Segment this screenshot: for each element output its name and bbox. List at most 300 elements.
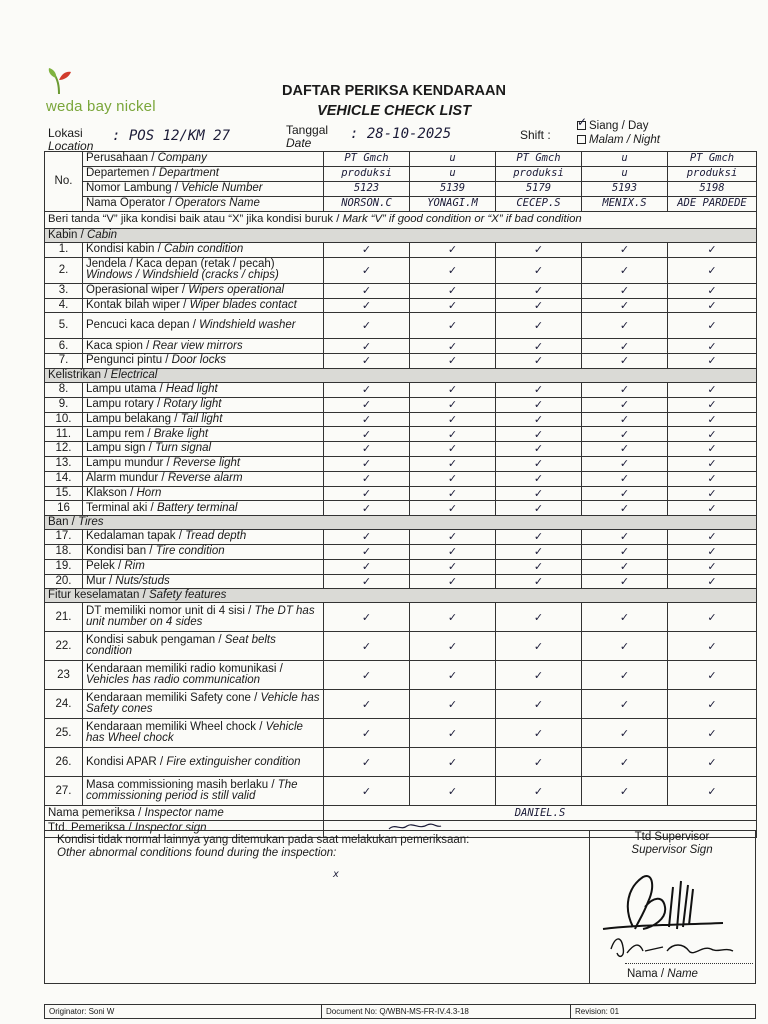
check-mark: ✓ — [410, 298, 496, 313]
check-mark: ✓ — [324, 442, 410, 457]
item-label-en: Nuts/studs — [115, 574, 170, 587]
section-name-en: Cabin — [87, 228, 118, 241]
check-mark: ✓ — [324, 632, 410, 661]
info-label-en: Operators Name — [174, 197, 260, 210]
section-header — [45, 229, 757, 243]
info-label-en: Department — [158, 167, 219, 180]
check-mark: ✓ — [496, 719, 582, 748]
check-mark: ✓ — [582, 748, 668, 777]
check-item-row — [45, 354, 757, 369]
check-item-row — [45, 298, 757, 313]
check-mark: ✓ — [410, 544, 496, 559]
check-mark: ✓ — [668, 313, 757, 339]
supervisor-signature — [593, 867, 753, 972]
supervisor-sign-label-en: Supervisor Sign — [631, 844, 713, 856]
document-footer — [44, 1004, 756, 1019]
item-label — [83, 777, 324, 806]
check-mark: ✓ — [410, 243, 496, 258]
item-label-en: Windows / Windshield (cracks / chips) — [86, 269, 279, 282]
item-label-id: Lampu utama / — [86, 383, 166, 396]
item-number: 12. — [45, 442, 83, 457]
check-mark: ✓ — [496, 397, 582, 412]
check-mark: ✓ — [410, 471, 496, 486]
item-number: 18. — [45, 544, 83, 559]
info-value-company: u — [582, 152, 668, 167]
check-mark: ✓ — [668, 661, 757, 690]
check-mark: ✓ — [324, 777, 410, 806]
info-label-vehicle_number — [83, 182, 324, 197]
section-name-id: Fitur keselamatan / — [48, 589, 149, 602]
item-number: 4. — [45, 298, 83, 313]
item-label — [83, 354, 324, 369]
check-mark: ✓ — [410, 313, 496, 339]
abnormal-conditions-value: x — [333, 869, 340, 880]
info-label-company — [83, 152, 324, 167]
item-label-id: Jendela / Kaca depan (retak / pecah) — [86, 257, 275, 270]
item-label-id: Klakson / — [86, 486, 137, 499]
check-mark: ✓ — [582, 632, 668, 661]
check-item-row — [45, 661, 757, 690]
item-label-en: Tire condition — [155, 545, 225, 558]
item-label — [83, 603, 324, 632]
item-label-id: Terminal aki / — [86, 501, 157, 514]
section-name-en: Electrical — [110, 368, 158, 381]
item-label-id: Kontak bilah wiper / — [86, 298, 190, 311]
inspector-name-label-id: Nama pemeriksa / — [48, 806, 145, 819]
item-label-id: Kedalaman tapak / — [86, 530, 186, 543]
item-label-en: Rim — [124, 559, 145, 572]
notes-and-supervisor-box — [44, 830, 756, 984]
info-label-operator — [83, 197, 324, 212]
check-mark: ✓ — [496, 382, 582, 397]
inspector-name-value: DANIEL.S — [324, 806, 757, 821]
section-name-id: Kelistrikan / — [48, 368, 111, 381]
item-label-en: Door locks — [171, 354, 226, 367]
inspector-sign-label-en: Inspector sign — [134, 822, 207, 835]
check-mark: ✓ — [582, 486, 668, 501]
check-mark: ✓ — [668, 530, 757, 545]
item-label-id: Kondisi sabuk pengaman / — [86, 633, 225, 646]
check-mark: ✓ — [668, 574, 757, 589]
info-value-company: PT Gmch — [324, 152, 410, 167]
check-mark: ✓ — [582, 442, 668, 457]
item-label-id: Kondisi ban / — [86, 545, 156, 558]
check-item-row — [45, 313, 757, 339]
item-label-id: Lampu sign / — [86, 442, 156, 455]
abnormal-conditions-label-en: Other abnormal conditions found during the inspection: — [57, 847, 337, 859]
check-mark: ✓ — [582, 298, 668, 313]
item-number: 7. — [45, 354, 83, 369]
check-mark: ✓ — [324, 243, 410, 258]
instruction-id: Beri tanda “V” jika kondisi baik atau “X” jika kondisi buruk / — [48, 213, 343, 226]
item-label-id: DT memiliki nomor unit di 4 sisi / — [86, 604, 255, 617]
check-mark: ✓ — [324, 748, 410, 777]
check-mark: ✓ — [496, 574, 582, 589]
check-mark: ✓ — [668, 456, 757, 471]
check-mark: ✓ — [582, 471, 668, 486]
marking-instruction — [45, 212, 757, 229]
supervisor-name-label: Nama / Name — [627, 968, 698, 980]
check-item-row — [45, 748, 757, 777]
check-mark: ✓ — [496, 530, 582, 545]
check-item-row — [45, 243, 757, 258]
check-item-row — [45, 412, 757, 427]
item-number: 24. — [45, 690, 83, 719]
check-mark: ✓ — [324, 412, 410, 427]
info-value-vehicle_number: 5198 — [668, 182, 757, 197]
check-mark: ✓ — [324, 397, 410, 412]
item-label-id: Pelek / — [86, 559, 125, 572]
item-label-en: Rotary light — [163, 397, 222, 410]
info-label-department — [83, 167, 324, 182]
check-mark: ✓ — [410, 501, 496, 516]
check-mark: ✓ — [324, 486, 410, 501]
item-number: 13. — [45, 456, 83, 471]
item-number: 14. — [45, 471, 83, 486]
check-mark: ✓ — [582, 719, 668, 748]
check-mark: ✓ — [324, 574, 410, 589]
check-mark: ✓ — [324, 298, 410, 313]
check-mark: ✓ — [496, 339, 582, 354]
item-number: 21. — [45, 603, 83, 632]
check-mark: ✓ — [324, 661, 410, 690]
info-value-company: PT Gmch — [668, 152, 757, 167]
check-item-row — [45, 574, 757, 589]
item-number: 16 — [45, 501, 83, 516]
shift-night-option: Malam / Night — [577, 134, 660, 147]
item-label — [83, 719, 324, 748]
check-mark: ✓ — [668, 486, 757, 501]
section-name-en: Safety features — [148, 589, 227, 602]
item-number: 9. — [45, 397, 83, 412]
info-value-vehicle_number: 5123 — [324, 182, 410, 197]
info-value-department: produksi — [496, 167, 582, 182]
shift-day-checkbox — [577, 121, 586, 130]
abnormal-conditions-label: Kondisi tidak normal lainnya yang ditemukan pada saat melakukan pemeriksaan: — [57, 834, 470, 846]
check-mark: ✓ — [324, 559, 410, 574]
check-item-row — [45, 442, 757, 457]
check-mark: ✓ — [582, 412, 668, 427]
check-mark: ✓ — [410, 777, 496, 806]
check-item-row — [45, 456, 757, 471]
info-value-operator: NORSON.C — [324, 197, 410, 212]
item-label — [83, 574, 324, 589]
item-label-id: Kondisi kabin / — [86, 243, 164, 256]
check-item-row — [45, 339, 757, 354]
inspector-name-label-en: Inspector name — [144, 806, 224, 819]
check-mark: ✓ — [582, 501, 668, 516]
footer-revision: Revision: 01 — [571, 1005, 756, 1019]
check-mark: ✓ — [582, 283, 668, 298]
item-label-id: Kendaraan memiliki radio komunikasi / — [86, 662, 283, 675]
check-mark: ✓ — [668, 243, 757, 258]
check-mark: ✓ — [410, 530, 496, 545]
inspector-sign-label-id: Ttd. Pemeriksa / — [48, 822, 135, 835]
item-label-en: Fire extinguisher condition — [166, 755, 301, 768]
info-label-id: Nama Operator / — [86, 197, 175, 210]
info-label-id: Nomor Lambung / — [86, 182, 182, 195]
item-label-id: Lampu rem / — [86, 427, 154, 440]
check-mark: ✓ — [324, 354, 410, 369]
item-label — [83, 313, 324, 339]
check-mark: ✓ — [496, 632, 582, 661]
section-header — [45, 589, 757, 603]
info-label-en: Company — [157, 152, 207, 165]
item-label-id: Pengunci pintu / — [86, 354, 172, 367]
item-label — [83, 501, 324, 516]
instruction-en: Mark “V” if good condition or “X” if bad condition — [342, 213, 582, 226]
check-mark: ✓ — [410, 397, 496, 412]
item-number: 19. — [45, 559, 83, 574]
item-label-en: Horn — [136, 486, 162, 499]
item-label — [83, 690, 324, 719]
check-item-row — [45, 427, 757, 442]
check-mark: ✓ — [496, 559, 582, 574]
check-item-row — [45, 530, 757, 545]
check-mark: ✓ — [582, 559, 668, 574]
check-mark: ✓ — [668, 339, 757, 354]
check-mark: ✓ — [410, 690, 496, 719]
check-mark: ✓ — [582, 243, 668, 258]
footer-document-no: Document No: Q/WBN-MS-FR-IV.4.3-18 — [322, 1005, 571, 1019]
check-mark: ✓ — [496, 544, 582, 559]
item-label-en: Head light — [165, 383, 218, 396]
section-name-id: Kabin / — [48, 228, 87, 241]
item-label — [83, 397, 324, 412]
check-mark: ✓ — [582, 313, 668, 339]
info-value-vehicle_number: 5193 — [582, 182, 668, 197]
item-number: 11. — [45, 427, 83, 442]
item-label-en: Wiper blades contact — [189, 298, 297, 311]
item-label-id: Lampu rotary / — [86, 397, 164, 410]
check-item-row — [45, 382, 757, 397]
item-label-id: Operasional wiper / — [86, 283, 189, 296]
check-mark: ✓ — [668, 777, 757, 806]
check-mark: ✓ — [410, 748, 496, 777]
item-label-en: The commissioning period is still valid — [86, 778, 298, 803]
check-mark: ✓ — [582, 661, 668, 690]
item-label-en: Tread depth — [185, 530, 247, 543]
check-item-row — [45, 471, 757, 486]
item-label-id: Mur / — [86, 574, 116, 587]
title-indonesian: DAFTAR PERIKSA KENDARAAN — [282, 83, 506, 99]
date-label: Tanggal Date — [286, 123, 329, 150]
item-label — [83, 544, 324, 559]
info-value-operator: YONAGI.M — [410, 197, 496, 212]
item-label-id: Lampu mundur / — [86, 457, 173, 470]
info-value-vehicle_number: 5179 — [496, 182, 582, 197]
supervisor-sign-label: Ttd Supervisor — [634, 831, 710, 843]
check-mark: ✓ — [668, 283, 757, 298]
info-value-department: u — [410, 167, 496, 182]
check-mark: ✓ — [496, 471, 582, 486]
info-value-company: PT Gmch — [496, 152, 582, 167]
item-label — [83, 382, 324, 397]
check-item-row — [45, 719, 757, 748]
item-label-id: Pencuci kaca depan / — [86, 319, 200, 332]
location-label: Lokasi Location — [48, 126, 94, 153]
info-label-id: Perusahaan / — [86, 152, 158, 165]
shift-night-checkbox — [577, 135, 586, 144]
shift-label: Shift : — [520, 128, 551, 142]
check-mark: ✓ — [496, 257, 582, 283]
item-label-en: Windshield washer — [199, 319, 296, 332]
item-label — [83, 559, 324, 574]
item-number: 27. — [45, 777, 83, 806]
item-label-id: Kondisi APAR / — [86, 755, 167, 768]
check-mark: ✓ — [496, 603, 582, 632]
item-label-en: Battery terminal — [156, 501, 238, 514]
company-name: weda bay nickel — [46, 98, 156, 115]
item-label-id: Kaca spion / — [86, 339, 153, 352]
no-header: No. — [45, 152, 83, 212]
item-label — [83, 471, 324, 486]
check-mark: ✓ — [496, 456, 582, 471]
check-mark: ✓ — [582, 354, 668, 369]
check-item-row — [45, 486, 757, 501]
info-value-company: u — [410, 152, 496, 167]
check-mark: ✓ — [410, 719, 496, 748]
item-label-en: Reverse light — [172, 457, 241, 470]
check-mark: ✓ — [496, 354, 582, 369]
check-mark: ✓ — [410, 603, 496, 632]
item-label — [83, 486, 324, 501]
item-label-en: Rear view mirrors — [152, 339, 243, 352]
info-value-operator: MENIX.S — [582, 197, 668, 212]
item-label — [83, 283, 324, 298]
check-mark: ✓ — [668, 298, 757, 313]
check-mark: ✓ — [668, 427, 757, 442]
check-mark: ✓ — [582, 603, 668, 632]
item-label-en: Reverse alarm — [167, 471, 243, 484]
check-mark: ✓ — [324, 339, 410, 354]
check-mark: ✓ — [410, 456, 496, 471]
check-mark: ✓ — [582, 427, 668, 442]
info-value-department: produksi — [668, 167, 757, 182]
check-mark: ✓ — [668, 501, 757, 516]
check-mark: ✓ — [582, 456, 668, 471]
info-value-operator: ADE PARDEDE — [668, 197, 757, 212]
check-mark: ✓ — [324, 690, 410, 719]
check-mark: ✓ — [496, 243, 582, 258]
item-label-en: Tail light — [180, 412, 223, 425]
shift-day-option: ✓Siang / Day — [577, 120, 648, 133]
info-label-id: Departemen / — [86, 167, 159, 180]
item-label-en: Brake light — [153, 427, 209, 440]
check-mark: ✓ — [324, 283, 410, 298]
item-label-en: Vehicle has Wheel chock — [86, 720, 303, 745]
check-mark: ✓ — [668, 354, 757, 369]
check-mark: ✓ — [324, 719, 410, 748]
check-mark: ✓ — [668, 397, 757, 412]
check-item-row — [45, 690, 757, 719]
check-mark: ✓ — [582, 690, 668, 719]
item-number: 3. — [45, 283, 83, 298]
check-mark: ✓ — [668, 442, 757, 457]
check-mark: ✓ — [496, 283, 582, 298]
check-mark: ✓ — [668, 382, 757, 397]
check-mark: ✓ — [324, 530, 410, 545]
check-mark: ✓ — [582, 382, 668, 397]
check-mark: ✓ — [324, 456, 410, 471]
item-number: 15. — [45, 486, 83, 501]
footer-originator: Originator: Soni W — [45, 1005, 322, 1019]
item-number: 23 — [45, 661, 83, 690]
check-mark: ✓ — [324, 427, 410, 442]
item-label-en: Seat belts condition — [86, 633, 276, 658]
check-item-row — [45, 544, 757, 559]
item-label-id: Kendaraan memiliki Wheel chock / — [86, 720, 266, 733]
check-mark: ✓ — [410, 257, 496, 283]
check-mark: ✓ — [582, 257, 668, 283]
item-label — [83, 298, 324, 313]
item-label — [83, 442, 324, 457]
item-number: 25. — [45, 719, 83, 748]
info-label-en: Vehicle Number — [181, 182, 263, 195]
check-mark: ✓ — [410, 354, 496, 369]
info-value-operator: CECEP.S — [496, 197, 582, 212]
item-label — [83, 257, 324, 283]
check-item-row — [45, 501, 757, 516]
item-label — [83, 748, 324, 777]
item-label — [83, 243, 324, 258]
item-label-id: Kendaraan memiliki Safety cone / — [86, 691, 261, 704]
check-mark: ✓ — [668, 471, 757, 486]
check-mark: ✓ — [668, 748, 757, 777]
item-label-en: Cabin condition — [164, 243, 244, 256]
title-english: VEHICLE CHECK LIST — [317, 103, 471, 119]
check-item-row — [45, 283, 757, 298]
check-mark: ✓ — [496, 777, 582, 806]
check-mark: ✓ — [496, 748, 582, 777]
item-label-en: Vehicles has radio communication — [86, 674, 261, 687]
supervisor-name-line — [625, 963, 753, 964]
item-label — [83, 530, 324, 545]
check-mark: ✓ — [324, 501, 410, 516]
item-label — [83, 632, 324, 661]
check-mark: ✓ — [410, 283, 496, 298]
info-value-vehicle_number: 5139 — [410, 182, 496, 197]
check-mark: ✓ — [410, 427, 496, 442]
item-label — [83, 339, 324, 354]
check-mark: ✓ — [496, 313, 582, 339]
check-mark: ✓ — [410, 442, 496, 457]
item-label-en: Turn signal — [155, 442, 212, 455]
check-mark: ✓ — [668, 632, 757, 661]
item-label — [83, 412, 324, 427]
check-mark: ✓ — [496, 412, 582, 427]
section-name-id: Ban / — [48, 515, 79, 528]
section-header — [45, 368, 757, 382]
check-mark: ✓ — [668, 603, 757, 632]
item-number: 17. — [45, 530, 83, 545]
check-mark: ✓ — [582, 574, 668, 589]
item-number: 1. — [45, 243, 83, 258]
check-mark: ✓ — [324, 382, 410, 397]
vehicle-check-table — [44, 151, 757, 838]
check-mark: ✓ — [668, 412, 757, 427]
check-mark: ✓ — [324, 257, 410, 283]
check-mark: ✓ — [410, 574, 496, 589]
check-item-row — [45, 397, 757, 412]
check-mark: ✓ — [410, 486, 496, 501]
check-mark: ✓ — [582, 544, 668, 559]
check-mark: ✓ — [324, 471, 410, 486]
check-mark: ✓ — [582, 777, 668, 806]
check-item-row — [45, 632, 757, 661]
check-mark: ✓ — [496, 442, 582, 457]
check-mark: ✓ — [496, 690, 582, 719]
